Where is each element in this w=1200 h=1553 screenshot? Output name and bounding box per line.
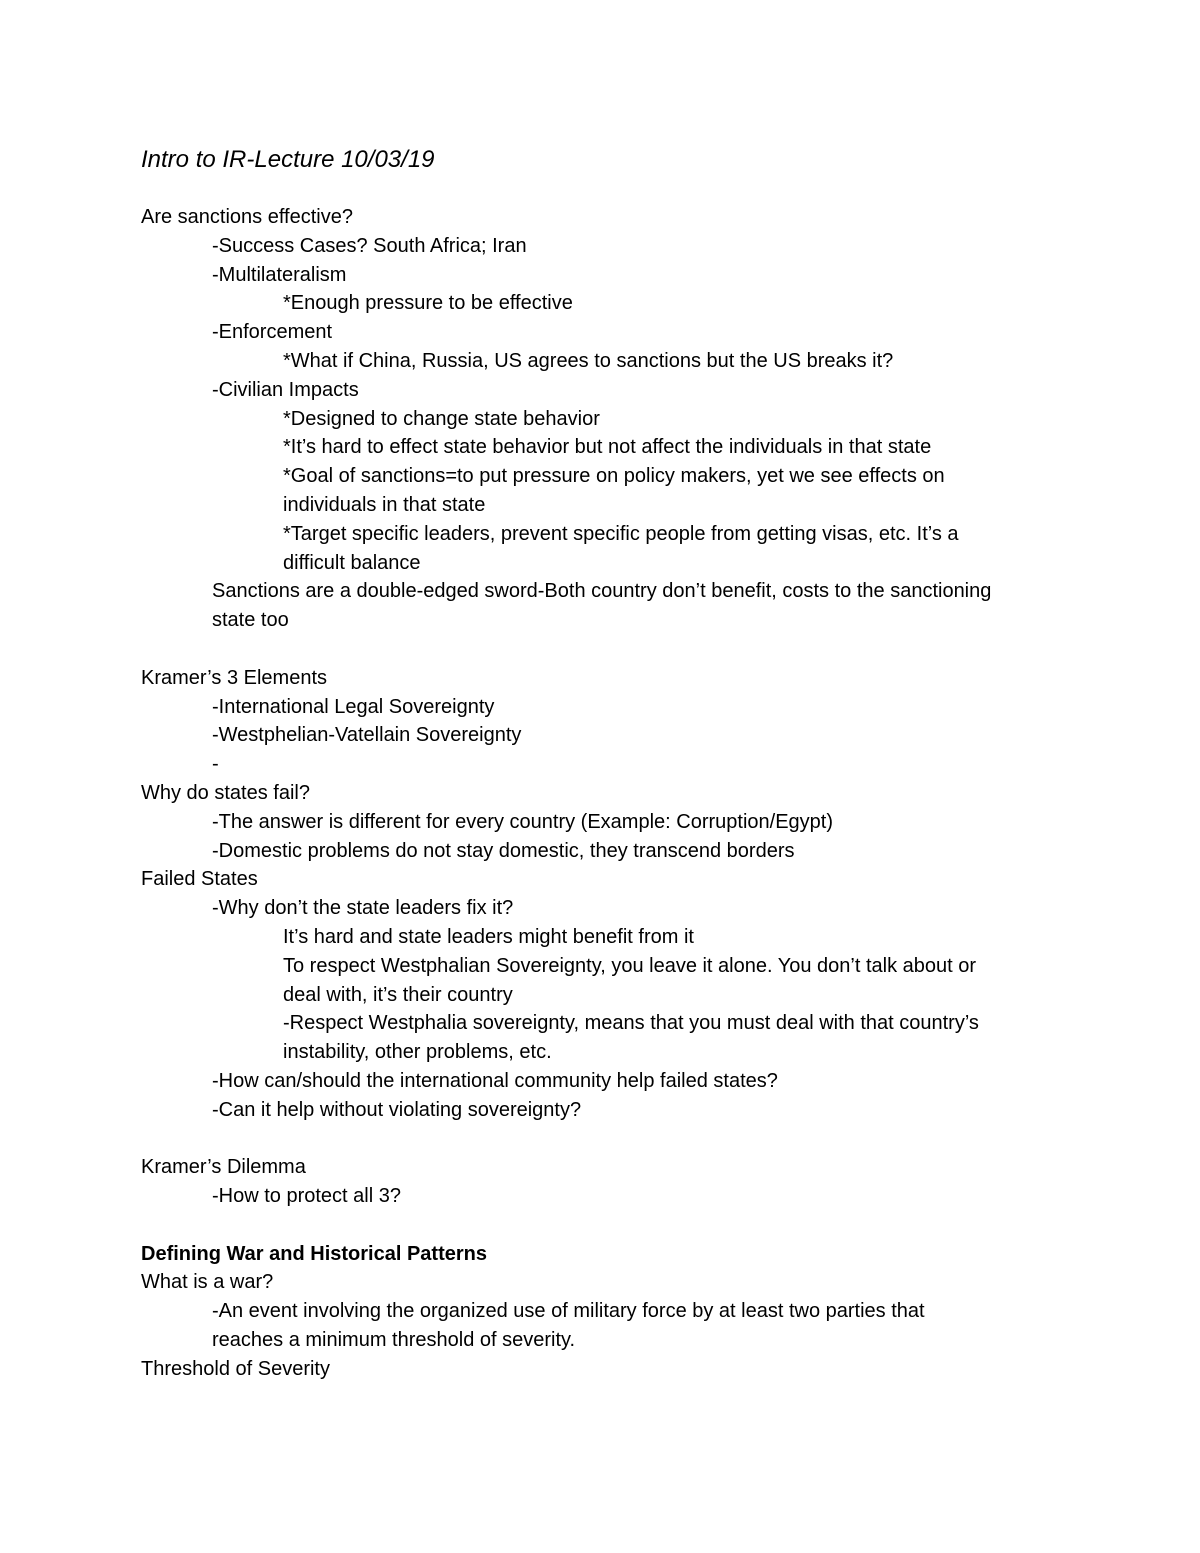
note-line: -Can it help without violating sovereignty? <box>212 1098 582 1121</box>
note-line: instability, other problems, etc. <box>283 1041 552 1064</box>
note-line: *Goal of sanctions=to put pressure on policy makers, yet we see effects on <box>283 465 945 488</box>
note-line: It’s hard and state leaders might benefit from it <box>283 925 694 948</box>
note-line: -Enforcement <box>212 321 333 344</box>
note-line: -An event involving the organized use of military force by at least two parties that <box>212 1300 925 1323</box>
note-line: state too <box>212 609 289 632</box>
heading-kramers-elements: Kramer’s 3 Elements <box>141 666 327 689</box>
note-line: To respect Westphalian Sovereignty, you leave it alone. You don’t talk about or <box>283 954 977 977</box>
note-line: *Designed to change state behavior <box>283 407 600 430</box>
heading-kramers-dilemma: Kramer’s Dilemma <box>141 1156 306 1179</box>
note-line: -Success Cases? South Africa; Iran <box>212 234 527 257</box>
heading-failed-states: Failed States <box>141 868 258 891</box>
blank-line <box>0 1125 1200 1154</box>
note-line: -Respect Westphalia sovereignty, means that you must deal with that country’s <box>283 1012 979 1035</box>
note-line: -Domestic problems do not stay domestic, they transcend borders <box>212 839 795 862</box>
note-line: Sanctions are a double-edged sword-Both country don’t benefit, costs to the sanctioning <box>212 580 992 603</box>
heading-what-is-war: What is a war? <box>141 1271 274 1294</box>
note-line: difficult balance <box>283 551 421 574</box>
note-line: *What if China, Russia, US agrees to sanctions but the US breaks it? <box>283 349 894 372</box>
document-title: Intro to IR-Lecture 10/03/19 <box>141 146 435 173</box>
note-line: -Westphelian-Vatellain Sovereignty <box>212 724 522 747</box>
note-line: individuals in that state <box>283 493 486 516</box>
blank-line <box>0 635 1200 664</box>
notes-body <box>0 203 1200 1384</box>
note-line: - <box>212 753 219 776</box>
note-line: deal with, it’s their country <box>283 983 513 1006</box>
note-line: -Why don’t the state leaders fix it? <box>212 897 514 920</box>
note-line: *It’s hard to effect state behavior but not affect the individuals in that state <box>283 436 932 459</box>
blank-line <box>0 1211 1200 1240</box>
note-line: -Civilian Impacts <box>212 378 359 401</box>
note-line: -How can/should the international community help failed states? <box>212 1069 778 1092</box>
note-line: *Enough pressure to be effective <box>283 292 573 315</box>
note-line: -International Legal Sovereignty <box>212 695 495 718</box>
note-line: *Target specific leaders, prevent specific people from getting visas, etc. It’s a <box>283 522 959 545</box>
note-line: -Multilateralism <box>212 263 347 286</box>
section-heading-defining-war: Defining War and Historical Patterns <box>141 1242 487 1265</box>
note-line: reaches a minimum threshold of severity. <box>212 1329 576 1352</box>
heading-why-states-fail: Why do states fail? <box>141 781 310 804</box>
note-line: -The answer is different for every country (Example: Corruption/Egypt) <box>212 810 833 833</box>
heading-sanctions: Are sanctions effective? <box>141 206 353 228</box>
heading-threshold-of-severity: Threshold of Severity <box>141 1357 330 1380</box>
note-line: -How to protect all 3? <box>212 1185 401 1208</box>
